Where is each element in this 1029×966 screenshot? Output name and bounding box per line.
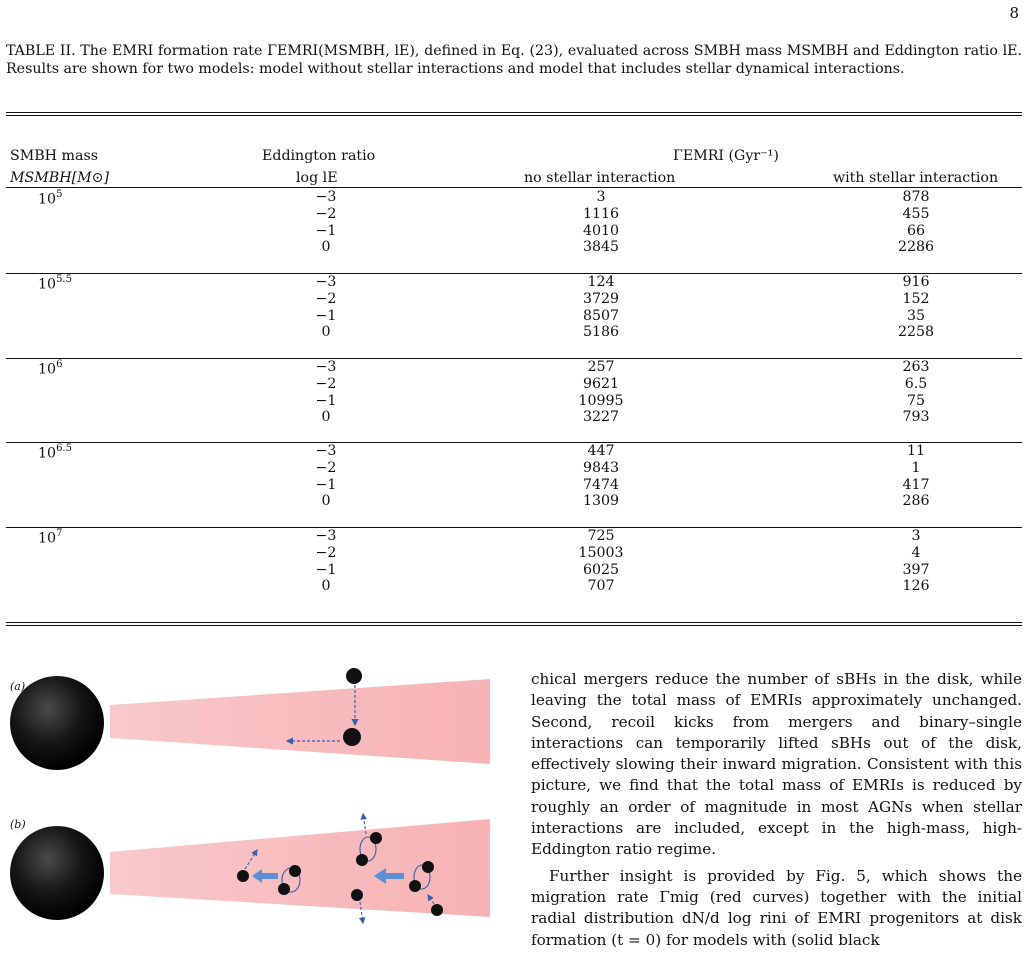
accretion-disk-a (110, 679, 490, 764)
no-stellar-cell: 3845 (582, 239, 620, 256)
header-mass-line1: SMBH mass (10, 148, 99, 164)
table-row (6, 443, 1022, 462)
sbh-incoming (431, 904, 443, 916)
mass-exponent: 7 (56, 528, 63, 539)
no-stellar-cell: 3227 (582, 409, 620, 426)
paragraph-2: Further insight is provided by Fig. 5, which shows the migration rate Γmig (red curves) together with the initial radial distribution dN/d log rini of EMRI progenitors at disk formation (t = 0) for models with (solid black (531, 866, 1022, 949)
no-stellar-cell: 5186 (582, 324, 620, 341)
paragraph-1: chical mergers reduce the number of sBHs in the disk, while leaving the total mass of EMRIs approximately unchanged. Second, recoil kicks from mergers and binary–single interactions can temporarily lifted sBHs out of the disk, effectively slowing their inward migration. Consistent with this picture, we find that the total mass of EMRIs is reduced by roughly an order of magnitude in most AGNs when stellar interactions are included, except in the high-mass, high-Eddington ratio regime. (531, 670, 1022, 859)
with-stellar-cell: 455 (902, 205, 930, 222)
eddington-cell: 0 (321, 493, 331, 510)
table-row (6, 308, 1022, 324)
mass-base: 10 (38, 191, 57, 208)
table-row (6, 223, 1022, 239)
no-stellar-cell: 3 (596, 189, 606, 205)
eddington-cell: −3 (315, 274, 337, 290)
with-stellar-cell: 4 (911, 544, 921, 561)
with-stellar-cell: 6.5 (904, 375, 928, 392)
table-row (6, 189, 1022, 208)
mass-base: 10 (38, 361, 57, 378)
eddington-cell: −3 (315, 359, 337, 375)
mass-cell (38, 273, 72, 293)
mass-exponent: 5 (56, 189, 63, 200)
no-stellar-cell: 707 (587, 578, 615, 595)
mass-cell (38, 527, 62, 547)
mass-exponent: 6.5 (56, 443, 72, 454)
binary-2-b (356, 854, 368, 866)
mass-cell (38, 358, 62, 378)
migration-figure (0, 650, 500, 966)
no-stellar-cell: 124 (587, 274, 615, 290)
eddington-cell: −2 (315, 205, 337, 222)
table-row (6, 460, 1022, 476)
header-no-stellar: no stellar interaction (524, 170, 676, 186)
with-stellar-cell: 3 (911, 528, 921, 544)
no-stellar-cell: 9621 (582, 375, 620, 392)
binary-1-b (278, 883, 290, 895)
eddington-cell: −2 (315, 375, 337, 392)
mass-exponent: 5.5 (56, 274, 72, 285)
table-row (6, 274, 1022, 293)
with-stellar-cell: 152 (902, 290, 930, 307)
panel-label-b: (b) (10, 818, 26, 831)
table-top-rule (6, 112, 1022, 113)
mass-base: 10 (38, 276, 57, 293)
no-stellar-cell: 9843 (582, 459, 620, 476)
no-stellar-cell: 4010 (582, 222, 620, 239)
table-bottom-rule (6, 622, 1022, 623)
with-stellar-cell: 35 (906, 307, 926, 324)
with-stellar-cell: 793 (902, 409, 930, 426)
with-stellar-cell: 1 (911, 459, 921, 476)
sbh-above-disk (346, 668, 362, 684)
eddington-cell: 0 (321, 409, 331, 426)
table-row (6, 578, 1022, 594)
table-top-rule-2 (6, 115, 1022, 116)
header-with-stellar: with stellar interaction (833, 170, 999, 186)
table-row (6, 409, 1022, 425)
table-row (6, 291, 1022, 307)
with-stellar-cell: 916 (902, 274, 930, 290)
table-row (6, 528, 1022, 547)
sbh-migrating (237, 870, 249, 882)
table-row (6, 393, 1022, 409)
table-row (6, 545, 1022, 561)
header-rate: ΓEMRI (Gyr⁻¹) (673, 148, 779, 164)
with-stellar-cell: 878 (902, 189, 930, 205)
smbh-b (10, 826, 104, 920)
table-row (6, 359, 1022, 378)
table-row (6, 206, 1022, 222)
sbh-in-disk (343, 728, 361, 746)
figure-svg (0, 650, 500, 966)
with-stellar-cell: 75 (906, 392, 926, 409)
no-stellar-cell: 10995 (578, 392, 624, 409)
page-number: 8 (1009, 4, 1019, 22)
no-stellar-cell: 6025 (582, 561, 620, 578)
eddington-cell: −1 (315, 392, 337, 409)
eddington-cell: −1 (315, 222, 337, 239)
eddington-cell: −2 (315, 290, 337, 307)
table-caption: TABLE II. The EMRI formation rate ΓEMRI(MSMBH, lE), defined in Eq. (23), evaluated across SMBH mass MSMBH and Eddington ratio lE. Results are shown for two models: model without stellar interactions and model that includes stellar dynamical interactions. (6, 43, 1022, 77)
with-stellar-cell: 126 (902, 578, 930, 595)
binary-3-a (422, 861, 434, 873)
eddington-cell: −3 (315, 528, 337, 544)
binary-3-b (409, 880, 421, 892)
header-mass-line2: MSMBH[M⊙] (10, 170, 110, 186)
eddington-cell: −3 (315, 443, 337, 459)
table-row (6, 324, 1022, 340)
no-stellar-cell: 1116 (582, 205, 620, 222)
no-stellar-cell: 3729 (582, 290, 620, 307)
with-stellar-cell: 11 (906, 443, 926, 459)
with-stellar-cell: 286 (902, 493, 930, 510)
table-bottom-rule-2 (6, 625, 1022, 626)
binary-2-a (370, 832, 382, 844)
with-stellar-cell: 263 (902, 359, 930, 375)
eddington-cell: −2 (315, 459, 337, 476)
mass-exponent: 6 (56, 359, 63, 370)
with-stellar-cell: 2286 (897, 239, 935, 256)
body-text (531, 669, 1022, 951)
table-row (6, 239, 1022, 255)
sbh-kicked-down (351, 889, 363, 901)
no-stellar-cell: 447 (587, 443, 615, 459)
table-row (6, 477, 1022, 493)
no-stellar-cell: 725 (587, 528, 615, 544)
eddington-cell: 0 (321, 324, 331, 341)
thick-arrow-shaft-2 (384, 873, 404, 879)
no-stellar-cell: 8507 (582, 307, 620, 324)
eddington-cell: −1 (315, 476, 337, 493)
no-stellar-cell: 7474 (582, 476, 620, 493)
mass-cell (38, 188, 62, 208)
with-stellar-cell: 397 (902, 561, 930, 578)
table-row (6, 493, 1022, 509)
no-stellar-cell: 257 (587, 359, 615, 375)
with-stellar-cell: 66 (906, 222, 926, 239)
header-eddington-line2: log lE (296, 170, 338, 186)
no-stellar-cell: 15003 (578, 544, 624, 561)
no-stellar-cell: 1309 (582, 493, 620, 510)
eddington-cell: −1 (315, 561, 337, 578)
eddington-cell: 0 (321, 239, 331, 256)
eddington-cell: 0 (321, 578, 331, 595)
table-row (6, 562, 1022, 578)
mass-base: 10 (38, 445, 57, 462)
eddington-cell: −3 (315, 189, 337, 205)
table-row (6, 376, 1022, 392)
panel-label-a: (a) (10, 680, 26, 693)
eddington-cell: −1 (315, 307, 337, 324)
table-header-rule (6, 187, 1022, 188)
header-eddington-line1: Eddington ratio (262, 148, 376, 164)
mass-base: 10 (38, 530, 57, 547)
with-stellar-cell: 417 (902, 476, 930, 493)
mass-cell (38, 442, 72, 462)
eddington-cell: −2 (315, 544, 337, 561)
binary-1-a (289, 865, 301, 877)
with-stellar-cell: 2258 (897, 324, 935, 341)
